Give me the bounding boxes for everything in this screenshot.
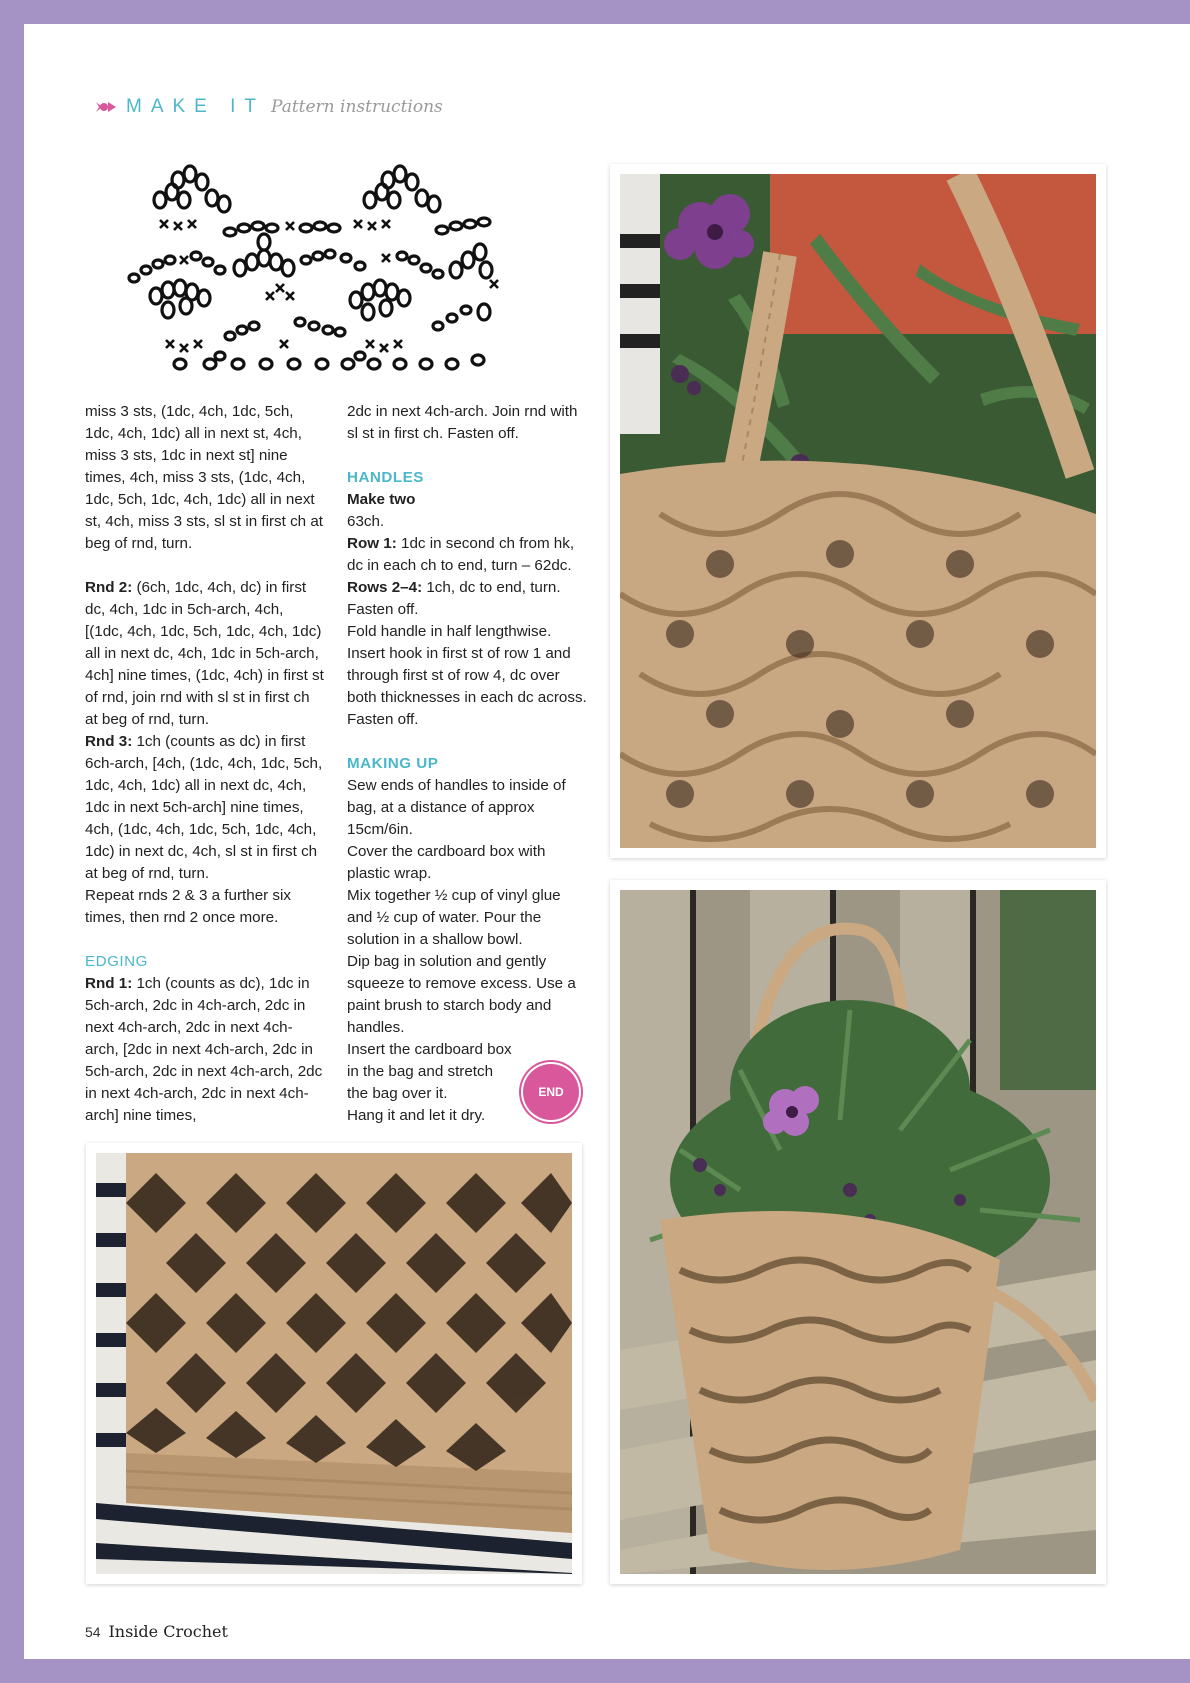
page-footer — [85, 1622, 228, 1641]
making-up-heading: MAKING UP — [347, 755, 439, 772]
making-up-step: Insert the cardboard box — [347, 1041, 512, 1058]
chart-crosses — [160, 220, 498, 352]
rows-2-4-instruction: Rows 2–4: 1ch, dc to end, turn. Fasten off. — [347, 579, 561, 618]
instruction-paragraph: 2dc in next 4ch-arch. Join rnd with sl st in first ch. Fasten off. — [347, 403, 578, 442]
row-label: Row 1: — [347, 535, 397, 552]
row-label: Rows 2–4: — [347, 579, 423, 596]
making-up-step: Dip bag in solution and gently squeeze to remove excess. Use a paint brush to starch body and handles. — [347, 953, 576, 1036]
chart-shells-middle — [234, 234, 492, 278]
chart-shells-top — [154, 166, 440, 212]
border-left — [18, 0, 26, 1683]
page-number: 54 — [85, 1624, 101, 1640]
text-column-left — [85, 401, 325, 1127]
photo-bag-closeup-image — [620, 174, 1096, 848]
section-subtitle: Pattern instructions — [271, 97, 443, 117]
round-label: Rnd 3: — [85, 733, 133, 750]
chart-foundation — [174, 352, 484, 369]
magazine-title: Inside Crochet — [108, 1622, 228, 1641]
making-up-step: Cover the cardboard box with plastic wrap. — [347, 843, 546, 882]
crochet-stitch-chart — [120, 160, 560, 390]
text-column-right — [347, 401, 587, 1127]
round-label: Rnd 1: — [85, 975, 133, 992]
edging-heading: EDGING — [85, 953, 148, 970]
border-bottom — [0, 1657, 1190, 1665]
make-two-label: Make two — [347, 491, 416, 508]
making-up-step: Sew ends of handles to inside of bag, at a distance of approx 15cm/6in. — [347, 777, 566, 838]
round-2-instruction: Rnd 2: (6ch, 1dc, 4ch, dc) in first dc, 4ch, 1dc in 5ch-arch, 4ch, [(1dc, 4ch, 1dc, 5ch, 1dc, 4ch, 1dc) all in next dc, 4ch, 1dc in 5ch-arch, 4ch] nine times, (1dc, 4ch) in first st of rnd, join rnd with sl st in first ch at beg of rnd, turn. — [85, 579, 324, 728]
repeat-instruction: Repeat rnds 2 & 3 a further six times, then rnd 2 once more. — [85, 887, 291, 926]
foundation-chain: 63ch. — [347, 513, 385, 530]
photo-bag-detail-image — [96, 1153, 572, 1574]
arrow-icon — [96, 100, 118, 114]
row-1-instruction: Row 1: 1dc in second ch from hk, dc in each ch to end, turn – 62dc. — [347, 535, 575, 574]
instruction-paragraph: miss 3 sts, (1dc, 4ch, 1dc, 5ch, 1dc, 4ch, 1dc) all in next st, 4ch, miss 3 sts, 1dc in next st] nine times, 4ch, miss 3 sts, (1dc, 4ch, 1dc, 5ch, 1dc, 4ch, 1dc) all in next st, 4ch, miss 3 sts, sl st in first ch at beg of rnd, turn. — [85, 403, 323, 552]
making-up-step: Hang it and let it dry. — [347, 1107, 486, 1124]
photo-bag-closeup — [610, 164, 1106, 858]
round-label: Rnd 2: — [85, 579, 133, 596]
photo-basket-bench-image — [620, 890, 1096, 1574]
section-header — [96, 93, 443, 121]
fold-instruction: Fold handle in half lengthwise. Insert hook in first st of row 1 and through first st of row 4, dc over both thicknesses in each dc across. Fasten off. — [347, 623, 587, 728]
making-up-step: the bag over it. — [347, 1085, 448, 1102]
making-up-step: in the bag and stretch — [347, 1063, 494, 1080]
photo-bag-detail — [86, 1143, 582, 1584]
edging-instruction: Rnd 1: 1ch (counts as dc), 1dc in 5ch-arch, 2dc in 4ch-arch, 2dc in next 4ch-arch, 2dc in next 4ch-arch, [2dc in next 4ch-arch, 2dc in 5ch-arch, 2dc in next 4ch-arch, 2dc in next 4ch-arch, 2dc in next 4ch-arch] nine times, — [85, 975, 323, 1124]
handles-heading: HANDLES — [347, 469, 424, 486]
border-top — [0, 18, 1190, 26]
end-badge: END — [523, 1064, 579, 1120]
section-title: MAKE IT — [126, 96, 266, 117]
round-3-instruction: Rnd 3: 1ch (counts as dc) in first 6ch-arch, [4ch, (1dc, 4ch, 1dc, 5ch, 1dc, 4ch, 1dc) all in next dc, 4ch, 1dc in next 5ch-arch] nine times, 4ch, (1dc, 4ch, 1dc, 5ch, 1dc, 4ch, 1dc) in next dc, 4ch, sl st in first ch at beg of rnd, turn. — [85, 733, 323, 882]
chart-shells-lower — [150, 280, 410, 320]
making-up-step: Mix together ½ cup of vinyl glue and ½ cup of water. Pour the solution in a shallow bowl. — [347, 887, 561, 948]
photo-basket-bench — [610, 880, 1106, 1584]
